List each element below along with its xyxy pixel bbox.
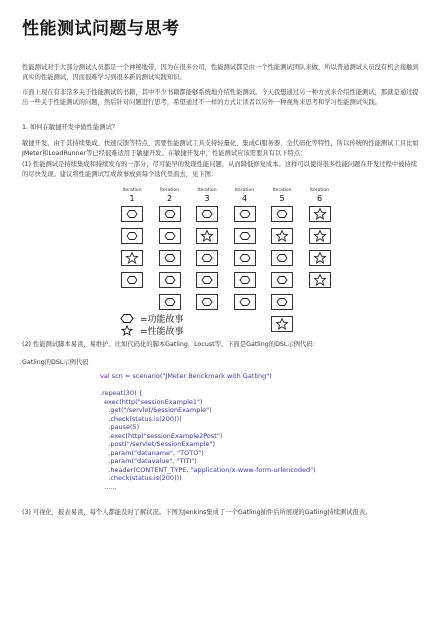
iteration-number: 6 bbox=[316, 194, 323, 203]
star-icon bbox=[310, 251, 330, 265]
performance-story-card bbox=[271, 316, 293, 332]
iteration-column-2 bbox=[156, 188, 184, 316]
intro-paragraph-2: 市面上现在有非常多关于性能测试的书籍，其中不少书籍都能够系统地介绍性能测试。今天我想通过另一种方式来介绍性能测试，那就是通过提出一些关于性能测试的问题，然后针对问题进行思考，希望通过不一样的方式让读者以另外一种视角来思考和学习性能测试实践。 bbox=[22, 89, 419, 106]
intro-paragraph-1: 性能测试对于大部分测试人员都是一个神秘地带，因为在很多公司，性能测试都是由一个性能测试团队来做，所以普通测试人员没有机会接触到真实的性能测试，因而很难学习到很多新的测试实践知识。 bbox=[22, 64, 419, 81]
hexagon-icon bbox=[272, 295, 292, 309]
code-line bbox=[100, 381, 390, 390]
iteration-number: 3 bbox=[204, 194, 210, 203]
performance-story-card bbox=[121, 250, 143, 266]
functional-story-card bbox=[234, 228, 256, 244]
agile-paragraph: 敏捷开发，由于其持续集成、快速反馈等特点，需要性能测试工具支持轻量化、集成CI服务器、全代码化等特性，所以传统的性能测试工具比如JMeter和LoadRunner等已经很难适用于敏捷开发。在敏捷开发中，性能测试应该需要具有以下特点： bbox=[22, 140, 419, 157]
performance-story-card bbox=[196, 228, 218, 244]
functional-story-card bbox=[159, 228, 181, 244]
hexagon-icon bbox=[235, 273, 255, 287]
code-line: .check(status.is(200))) bbox=[100, 414, 182, 423]
legend-star-row bbox=[117, 324, 184, 336]
performance-story-card bbox=[309, 272, 331, 288]
functional-story-card bbox=[159, 206, 181, 222]
functional-story-card bbox=[159, 294, 181, 310]
functional-story-card bbox=[234, 250, 256, 266]
hexagon-icon bbox=[272, 273, 292, 287]
code-line: .repeat(30) { bbox=[100, 389, 143, 397]
gatling-code-block bbox=[100, 372, 390, 491]
hexagon-icon bbox=[117, 313, 137, 324]
functional-story-card bbox=[271, 250, 293, 266]
functional-story-card bbox=[234, 272, 256, 288]
hexagon-icon bbox=[197, 207, 217, 221]
functional-story-card bbox=[196, 294, 218, 310]
code-line: .header(CONTENT_TYPE, "application/x-www-form-urlencoded") bbox=[100, 465, 316, 474]
code-line: .pause(5) bbox=[100, 423, 140, 431]
hexagon-icon bbox=[235, 251, 255, 265]
functional-story-card bbox=[159, 272, 181, 288]
point-1-paragraph: (1) 性能测试是持续集成和持续发布的一部分，尽可能早的发现性能问题，从而降低修复成本。这样可以使得很多性能问题在开发过程中被持续的尽快发现。建议将性能测试写成故事放到每个迭代里面去，见下图： bbox=[22, 161, 418, 178]
hexagon-icon bbox=[160, 273, 180, 287]
functional-story-card bbox=[271, 294, 293, 310]
hexagon-icon bbox=[272, 251, 292, 265]
hexagon-icon bbox=[122, 229, 142, 243]
functional-story-card bbox=[196, 206, 218, 222]
functional-story-card bbox=[234, 206, 256, 222]
performance-story-card bbox=[271, 228, 293, 244]
hexagon-icon bbox=[197, 295, 217, 309]
iteration-number: 2 bbox=[166, 194, 173, 203]
star-icon bbox=[117, 325, 137, 336]
functional-story-card bbox=[121, 228, 143, 244]
hexagon-icon bbox=[272, 207, 292, 221]
code-line: .param("dataname", "TOTO") bbox=[100, 448, 204, 457]
code-line: .exec(http("sessionExample2Post") bbox=[100, 431, 223, 440]
hexagon-icon bbox=[197, 273, 217, 287]
iteration-number: 1 bbox=[129, 194, 135, 203]
star-icon bbox=[272, 317, 292, 331]
iteration-label: Iteration bbox=[234, 188, 255, 193]
iteration-column-4 bbox=[231, 188, 259, 316]
functional-story-card bbox=[196, 250, 218, 266]
performance-story-card bbox=[309, 228, 331, 244]
star-icon bbox=[122, 251, 142, 265]
hexagon-icon bbox=[160, 251, 180, 265]
legend-hexagon-row bbox=[117, 312, 184, 324]
functional-story-card bbox=[121, 272, 143, 288]
hexagon-icon bbox=[122, 207, 142, 221]
gatling-dsl-label: Gatling的DSL示例代码 bbox=[22, 359, 89, 366]
star-icon bbox=[197, 229, 217, 243]
code-line: .param("datavalue", "TITI") bbox=[100, 457, 197, 465]
star-icon bbox=[310, 207, 330, 221]
iteration-number: 5 bbox=[279, 194, 285, 203]
iteration-label: Iteration bbox=[159, 188, 180, 193]
star-icon bbox=[272, 229, 292, 243]
page-title: 性能测试问题与思考 bbox=[22, 19, 180, 39]
legend-functional-story-label: =功能故事 bbox=[140, 314, 184, 325]
hexagon-icon bbox=[235, 295, 255, 309]
functional-story-card bbox=[234, 294, 256, 310]
legend-performance-story-label: =性能故事 bbox=[140, 326, 184, 337]
legend bbox=[117, 312, 184, 336]
hexagon-icon bbox=[160, 207, 180, 221]
hexagon-icon bbox=[160, 229, 180, 243]
point-2-paragraph: (2) 性能测试脚本易读，易维护。比如代码化的脚本Gatling，Locust等。下面是Gatling的DSL示例代码： bbox=[22, 341, 319, 348]
code-line: exec(http("sessionExample1") bbox=[100, 397, 203, 406]
hexagon-icon bbox=[122, 273, 142, 287]
iteration-column-1 bbox=[118, 188, 146, 294]
functional-story-card bbox=[121, 206, 143, 222]
iteration-column-6 bbox=[306, 188, 334, 294]
iteration-column-3 bbox=[193, 188, 221, 316]
star-icon bbox=[310, 229, 330, 243]
star-icon bbox=[310, 273, 330, 287]
hexagon-icon bbox=[235, 207, 255, 221]
code-line: .post("/servlet/SessionExample") bbox=[100, 440, 216, 448]
iteration-column-5 bbox=[268, 188, 296, 338]
functional-story-card bbox=[196, 272, 218, 288]
functional-story-card bbox=[271, 272, 293, 288]
code-line: ...... bbox=[100, 482, 117, 491]
performance-story-card bbox=[309, 250, 331, 266]
code-line: .get("/servlet/SessionExample") bbox=[100, 406, 212, 414]
point-3-paragraph: (3) 可视化，报表易读，每个人都能及时了解状况。下图为Jenkins集成了一个Gatling插件后所展现的Gatling持续测试报表。 bbox=[22, 509, 372, 516]
iteration-label: Iteration bbox=[197, 188, 217, 193]
iteration-label: Iteration bbox=[272, 188, 292, 193]
code-line: .check(status.is(200))) bbox=[100, 474, 182, 482]
performance-story-card bbox=[309, 206, 331, 222]
hexagon-icon bbox=[235, 229, 255, 243]
functional-story-card bbox=[159, 250, 181, 266]
iteration-number: 4 bbox=[241, 194, 248, 203]
code-line: val scn = scenario("JMeter Benckmark with Gatling") bbox=[100, 372, 272, 380]
hexagon-icon bbox=[197, 251, 217, 265]
question-1-heading: 1. 如何在敏捷开发中做性能测试？ bbox=[22, 124, 119, 131]
functional-story-card bbox=[271, 206, 293, 222]
iteration-label: Iteration bbox=[309, 188, 330, 193]
hexagon-icon bbox=[160, 295, 180, 309]
iteration-label: Iteration bbox=[122, 188, 142, 193]
